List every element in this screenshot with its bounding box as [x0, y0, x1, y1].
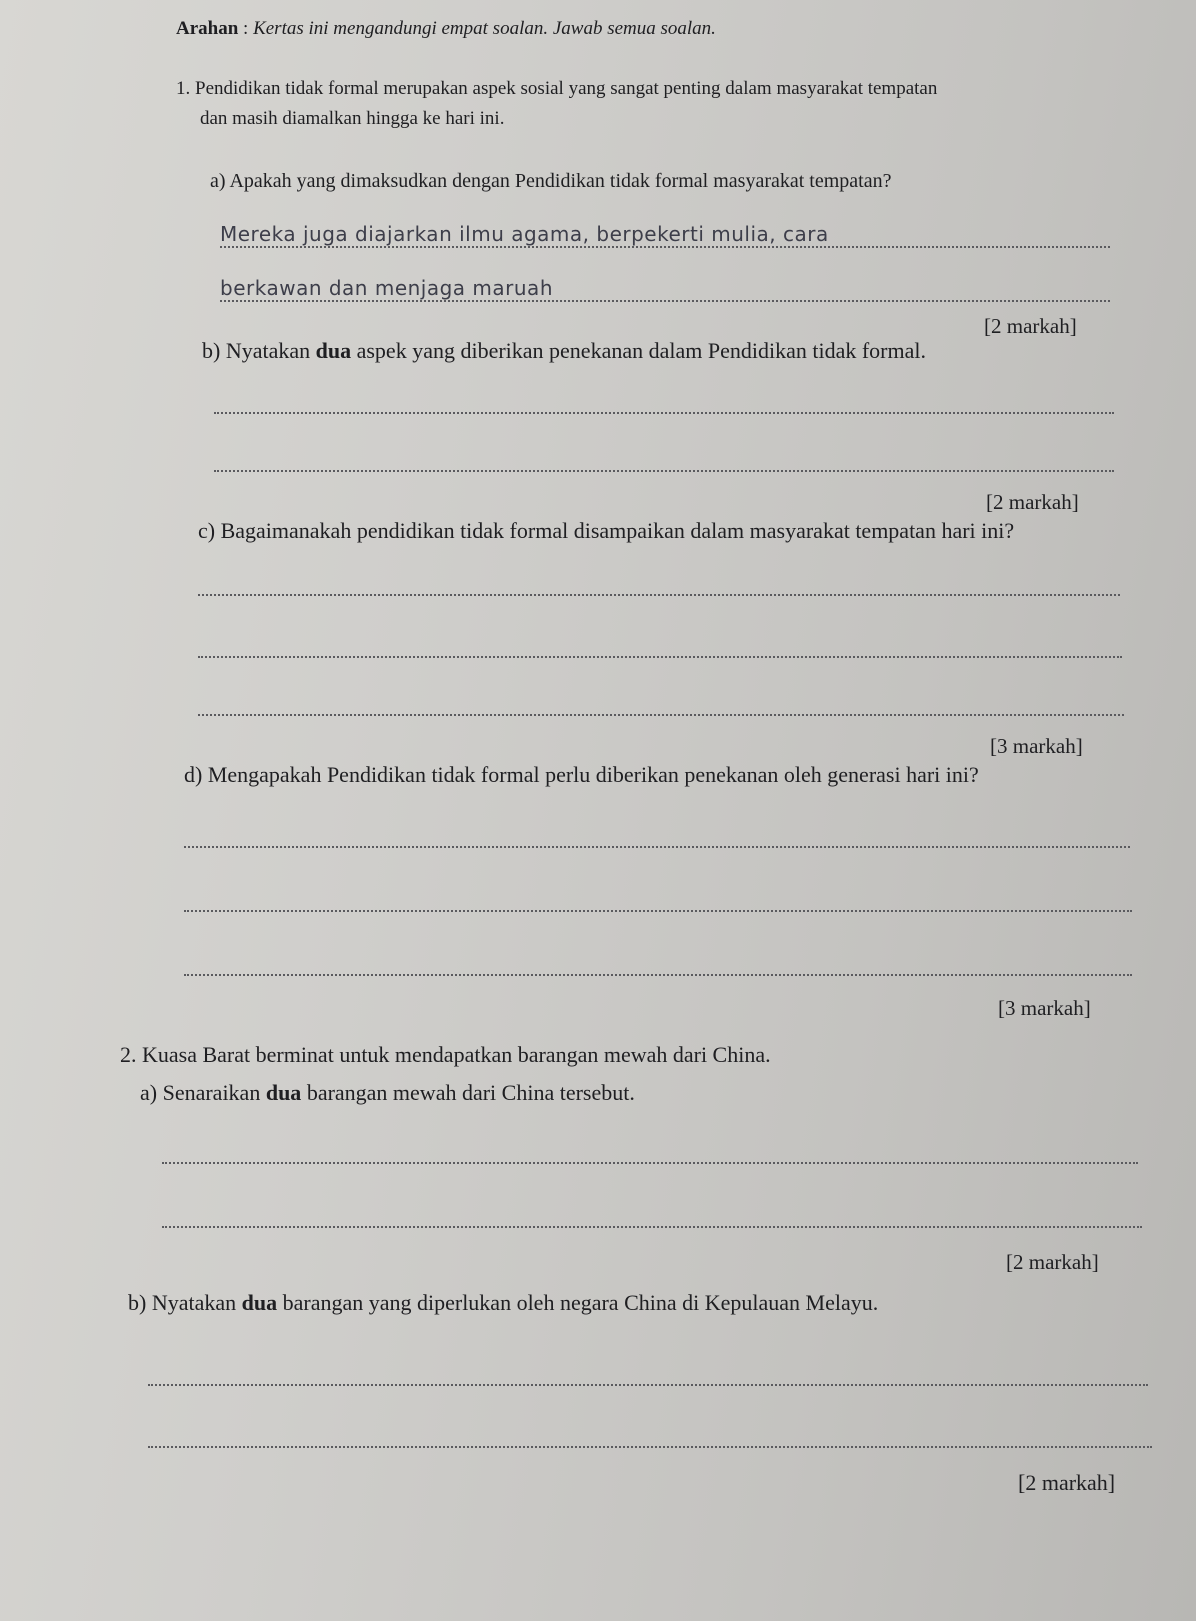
q1-number: 1. [176, 78, 191, 99]
q2b-answer-dots-1 [148, 1384, 1148, 1386]
q2b-question: b) Nyatakan dua barangan yang diperlukan oleh negara China di Kepulauan Melayu. [128, 1290, 879, 1315]
instruction-text: Kertas ini mengandungi empat soalan. Jawab semua soalan. [253, 18, 716, 39]
q1-intro-line2: dan masih diamalkan hingga ke hari ini. [200, 108, 505, 129]
q1b-answer-dots-1 [214, 412, 1114, 414]
q2a-marks: [2 markah] [1006, 1250, 1099, 1274]
q1a-label: a) [210, 170, 226, 192]
q1d-answer-dots-3 [184, 974, 1132, 976]
q1c-question: c) Bagaimanakah pendidikan tidak formal disampaikan dalam masyarakat tempatan hari ini? [198, 518, 1015, 543]
q1d-answer-dots-2 [184, 910, 1132, 912]
q1a-answer-line1: Mereka juga diajarkan ilmu agama, berpekerti mulia, cara [220, 222, 829, 246]
q1b-question: b) Nyatakan dua aspek yang diberikan penekanan dalam Pendidikan tidak formal. [202, 338, 926, 363]
q1c-marks: [3 markah] [990, 734, 1083, 758]
q1c-answer-dots-2 [198, 656, 1122, 658]
q1b-marks: [2 markah] [986, 490, 1079, 514]
q1c-label: c) [198, 518, 216, 543]
q1c-answer-dots-3 [198, 714, 1124, 716]
q1a-marks: [2 markah] [984, 314, 1077, 338]
q1a-answer-line2: berkawan dan menjaga maruah [220, 276, 553, 300]
q2b-label: b) [128, 1290, 147, 1315]
q2b-answer-dots-2 [148, 1446, 1152, 1448]
q1d-answer-dots-1 [184, 846, 1130, 848]
instruction: Arahan : Kertas ini mengandungi empat soalan. Jawab semua soalan. [176, 18, 716, 39]
q1d-label: d) [184, 762, 203, 787]
q2a-answer-dots-1 [162, 1162, 1138, 1164]
q2-number: 2. [120, 1042, 137, 1067]
q2-intro: 2. Kuasa Barat berminat untuk mendapatkan barangan mewah dari China. [120, 1042, 771, 1067]
q1d-question: d) Mengapakah Pendidikan tidak formal perlu diberikan penekanan oleh generasi hari ini? [184, 762, 979, 787]
instruction-label: Arahan [176, 18, 239, 39]
q2a-question: a) Senaraikan dua barangan mewah dari China tersebut. [140, 1080, 635, 1105]
q1-intro-line1: 1. Pendidikan tidak formal merupakan aspek sosial yang sangat penting dalam masyarakat tempatan [176, 78, 938, 99]
q1d-marks: [3 markah] [998, 996, 1091, 1020]
q1b-label: b) [202, 338, 221, 363]
q1a-question: a) Apakah yang dimaksudkan dengan Pendidikan tidak formal masyarakat tempatan? [210, 170, 892, 192]
q1c-answer-dots-1 [198, 594, 1120, 596]
q1a-answer-dots-1 [220, 246, 1110, 248]
q2a-label: a) [140, 1080, 158, 1105]
q2b-marks: [2 markah] [1018, 1470, 1116, 1495]
q1a-answer-dots-2 [220, 300, 1110, 302]
q1b-answer-dots-2 [214, 470, 1114, 472]
q2a-answer-dots-2 [162, 1226, 1142, 1228]
